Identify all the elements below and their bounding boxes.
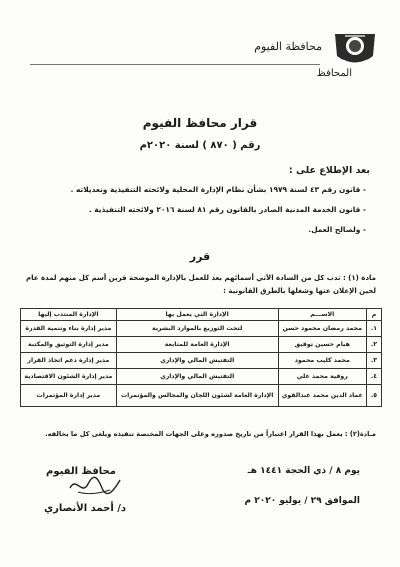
- article-1: مادة (١) : ندب كل من السادة الآتي أسمائهم بعد للعمل بالإدارة الموضحة قرين أسم كل منهم لمدة عام لحين الإعلان عنها وشغلها بالطرق القانونية :: [26, 274, 376, 295]
- current-department: التفتيش المالي والإداري: [116, 353, 278, 369]
- row-number: ٥.: [367, 385, 382, 407]
- column-header-name: الاســـم: [278, 309, 366, 321]
- row-number: ٢.: [367, 337, 382, 353]
- legal-basis-item: - قانون رقم ٤٣ لسنة ١٩٧٩ بشأن نظام الإدارة المحلية ولائحته التنفيذية وتعديلاته .: [70, 185, 366, 194]
- assigned-department: مدير إدارة المؤتمرات: [21, 385, 117, 407]
- table-row: [21, 321, 382, 337]
- current-department: التفتيش المالي والإداري: [116, 369, 278, 385]
- employee-name: هيام حسين توفيق: [278, 337, 366, 353]
- governorate-seal-icon: [331, 26, 379, 70]
- article-2: مـادة(٢) : يعمل بهذا القرار اعتباراً من تاريخ صدوره وعلى الجهات المختصة تنفيذه ويلغى كل ما يخالفه.: [45, 430, 376, 438]
- row-number: ١.: [367, 321, 382, 337]
- decree-title: قرار محافظ الفيوم: [142, 116, 258, 130]
- decree-number: رقم ( ٨٧٠ ) لسنة ٢٠٢٠م: [139, 140, 261, 151]
- hijri-date: يوم ٨ / ذي الحجة ١٤٤١ هـ: [247, 466, 360, 476]
- assigned-department: مدير إدارة بناء وتنمية القدرة: [21, 321, 117, 337]
- current-department: لتحت التوزيع بالموارد البشرية: [116, 321, 278, 337]
- header-divider: [30, 64, 320, 65]
- signature-icon: [66, 474, 124, 498]
- table-row: [21, 353, 382, 369]
- table-header-row: [21, 309, 382, 321]
- employee-name: عماد الدين محمد عبدالقوي: [278, 385, 366, 407]
- table-row: [21, 369, 382, 385]
- column-header-number: م: [367, 309, 382, 321]
- preamble-heading: بعد الإطلاع على :: [288, 165, 370, 176]
- column-header-assigned-department: الإدارة المنتدب إليها: [21, 309, 117, 321]
- table-row: [21, 337, 382, 353]
- row-number: ٣.: [367, 353, 382, 369]
- current-department: الإدارة العامة لشئون اللجان والمجالس والمؤتمرات: [116, 385, 278, 407]
- legal-basis-item: - ولصالح العمل.: [308, 225, 366, 234]
- row-number: ٤.: [367, 369, 382, 385]
- current-department: الإدارة العامة للمتابعة: [116, 337, 278, 353]
- decided-heading: قرر: [189, 250, 211, 263]
- signatory-name: د/ أحمد الأنصاري: [44, 503, 127, 514]
- table-row: [21, 385, 382, 407]
- legal-basis-list: [26, 184, 366, 244]
- assigned-department: مدير إدارة الشئون الاقتصادية: [21, 369, 117, 385]
- assigned-department: مدير إدارة التوثيق والمكتبة: [21, 337, 117, 353]
- employee-name: روقية محمد علي: [278, 369, 366, 385]
- assignments-table: [20, 308, 382, 407]
- legal-basis-item: - قانون الخدمة المدنية الصادر بالقانون رقم ٨١ لسنة ٢٠١٦ ولائحته التنفيذية .: [88, 205, 366, 214]
- column-header-current-department: الإدارة التي يعمل بها: [116, 309, 278, 321]
- employee-name: محمد رمضان محمود حسن: [278, 321, 366, 337]
- office-title: المحافظ: [316, 68, 352, 79]
- assigned-department: مدير إدارة دعم اتخاذ القرار: [21, 353, 117, 369]
- employee-name: محمد كليب محمود: [278, 353, 366, 369]
- gregorian-date: الموافق ٢٩ / يوليو ٢٠٢٠ م: [244, 496, 360, 506]
- signatory-title: محافظ الفيوم: [46, 466, 116, 477]
- governorate-name: محافظة الفيوم: [254, 40, 322, 53]
